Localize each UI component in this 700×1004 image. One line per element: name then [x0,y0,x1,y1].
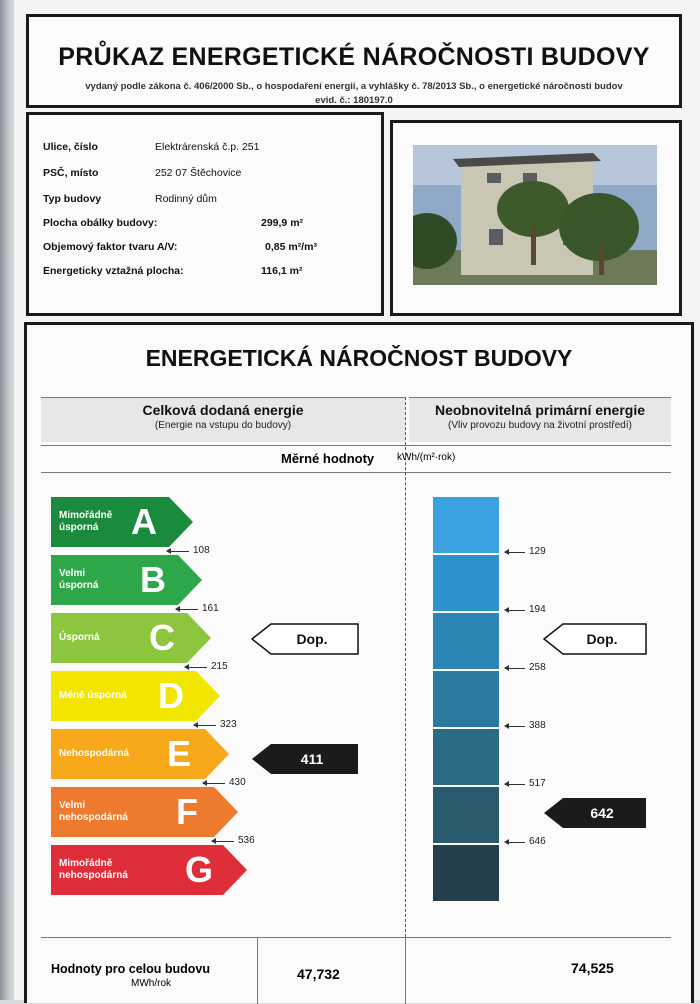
delivered-energy-total: 47,732 [297,966,340,982]
primary-energy-header [409,397,671,442]
class-b-delivered-threshold: 161 [202,603,219,614]
section-title: ENERGETICKÁ NÁROČNOST BUDOVY [145,345,573,371]
primary-class-b-threshold: 194 [529,604,546,615]
primary-class-b-bar [433,555,499,611]
ref-area-label: Energeticky vztažná plocha: [43,265,184,277]
class-a-threshold-arrow [167,551,189,552]
legal-subtitle: vydaný podle zákona č. 406/2000 Sb., o hospodaření energií, a vyhlášky č. 78/2013 Sb., o energetické náročnosti budov [85,81,623,92]
class-b-name-line2: úsporná [59,580,99,591]
primary-energy-title: Neobnovitelná primární energie [434,402,646,418]
left-building-value: 411 [300,751,324,767]
delivered-energy-header [41,397,405,442]
left-building-marker [251,743,359,775]
certificate-title: PRŮKAZ ENERGETICKÉ NÁROČNOSTI BUDOVY [58,43,650,71]
factor-label: Objemový faktor tvaru A/V: [43,241,178,253]
factor-value: 0,85 m²/m³ [265,241,317,253]
area-label: Plocha obálky budovy: [43,217,158,229]
delivered-energy-title: Celková dodaná energie [142,402,304,418]
right-reference-label: Dop. [586,631,618,647]
energy-class-g [51,845,249,895]
class-g-letter: G [185,849,214,890]
specific-values-label: Měrné hodnoty [281,451,375,466]
class-f-delivered-threshold: 536 [238,835,255,846]
whole-building-unit: MWh/rok [131,978,171,989]
primary-class-e-threshold: 517 [529,778,546,789]
class-e-letter: E [167,733,192,774]
type-label: Typ budovy [43,193,102,205]
primary-class-g-bar [433,845,499,901]
building-info-box [26,112,384,316]
right-building-value: 642 [590,805,614,821]
book-spine [0,0,14,1000]
certificate-page [14,0,700,1000]
class-f-threshold-arrow [212,841,234,842]
class-e-delivered-threshold: 430 [229,777,246,788]
psc-value: 252 07 Štěchovice [155,167,242,179]
class-g-name-line1: Mimořádně [59,858,113,869]
class-d-threshold-arrow [194,725,216,726]
evidence-number: evid. č.: 180197.0 [315,95,393,106]
class-a-letter: A [131,501,157,542]
whole-building-label: Hodnoty pro celou budovu [51,962,211,976]
energy-class-f [51,787,240,837]
energy-class-e [51,729,231,779]
class-a-name-line2: úsporná [59,522,99,533]
class-d-letter: D [158,675,184,716]
type-value: Rodinný dům [155,193,217,205]
primary-class-a-bar [433,497,499,553]
primary-class-d-bar [433,671,499,727]
primary-class-c-threshold-arrow [505,668,525,669]
class-e-threshold-arrow [203,783,225,784]
column-divider [405,397,406,937]
energy-section [24,322,694,1003]
left-reference-marker [251,623,359,655]
right-building-marker [543,797,647,829]
class-d-delivered-threshold: 323 [220,719,237,730]
right-reference-marker [543,623,647,655]
class-f-name-line1: Velmi [59,800,86,811]
energy-class-b [51,555,204,605]
street-label: Ulice, číslo [43,141,98,153]
class-c-letter: C [149,617,175,658]
class-a-name-line1: Mimořádně [59,510,113,521]
primary-class-e-threshold-arrow [505,784,525,785]
specific-values-unit: kWh/(m²·rok) [397,452,456,463]
primary-class-d-threshold-arrow [505,726,525,727]
ref-area-value: 116,1 m² [261,265,303,277]
primary-class-f-threshold-arrow [505,842,525,843]
energy-class-d [51,671,222,721]
delivered-energy-subtitle: (Energie na vstupu do budovy) [154,420,292,431]
class-a-delivered-threshold: 108 [193,545,210,556]
class-f-letter: F [176,791,198,832]
primary-class-f-threshold: 646 [529,836,546,847]
energy-class-c [51,613,213,663]
class-c-name-line1: Úsporná [59,632,100,643]
street-value: Elektrárenská č.p. 251 [155,141,260,153]
title-box [26,14,682,108]
class-b-threshold-arrow [176,609,198,610]
left-reference-label: Dop. [296,631,328,647]
area-value: 299,9 m² [261,217,304,229]
building-photo [413,145,657,285]
primary-class-e-bar [433,729,499,785]
primary-class-f-bar [433,787,499,843]
class-b-name-line1: Velmi [59,568,86,579]
primary-class-b-threshold-arrow [505,610,525,611]
class-c-delivered-threshold: 215 [211,661,228,672]
class-g-name-line2: nehospodárná [59,870,128,881]
class-b-letter: B [140,559,166,600]
class-c-threshold-arrow [185,667,207,668]
class-e-name-line1: Nehospodárná [59,748,130,759]
primary-class-d-threshold: 388 [529,720,546,731]
primary-class-a-threshold: 129 [529,546,546,557]
primary-class-a-threshold-arrow [505,552,525,553]
footer-separator [257,938,258,1004]
energy-class-a [51,497,195,547]
primary-class-c-threshold: 258 [529,662,546,673]
photo-box [390,120,682,316]
whole-building-row [41,937,671,1004]
primary-energy-subtitle: (Vliv provozu budovy na životní prostředí) [448,420,632,431]
primary-class-c-bar [433,613,499,669]
psc-label: PSČ, místo [43,167,99,179]
class-d-name-line1: Méně úsporná [59,690,127,701]
footer-column-divider [405,938,406,1004]
specific-values-row [41,445,671,473]
class-f-name-line2: nehospodárná [59,812,128,823]
primary-energy-total: 74,525 [571,960,614,976]
